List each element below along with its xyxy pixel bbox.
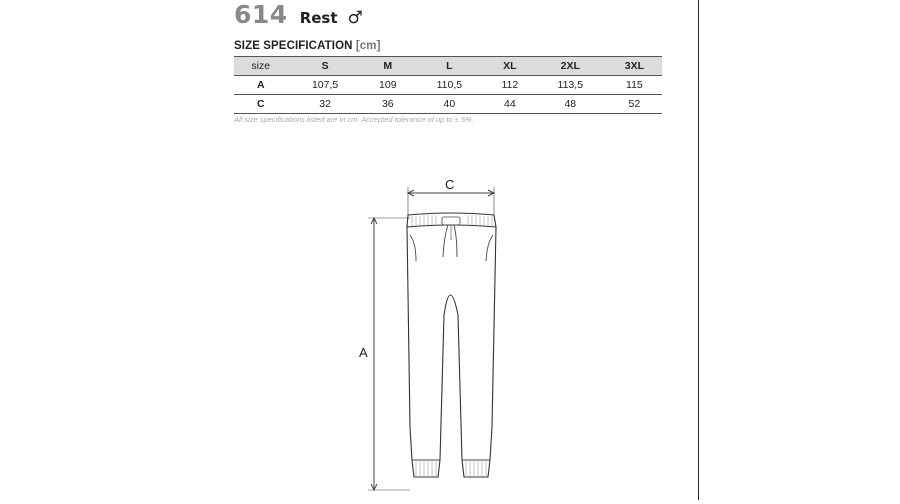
column-header-m: M: [383, 60, 393, 72]
pocket-right: [486, 235, 493, 261]
product-header: [234, 0, 363, 34]
row-label: C: [256, 98, 265, 110]
pants-diagram: [330, 165, 570, 500]
table-cell: 112: [501, 79, 519, 91]
table-cell: 44: [503, 98, 516, 110]
table-cell: 109: [379, 79, 397, 91]
row-label: A: [256, 79, 265, 91]
table-row: [234, 95, 662, 114]
table-cell: 40: [443, 98, 456, 110]
pocket-left: [410, 235, 416, 261]
drawstring-right: [454, 225, 457, 257]
table-cell: 36: [381, 98, 394, 110]
pants-icon: [330, 165, 570, 500]
size-table-header-row: [234, 57, 662, 76]
table-cell: 32: [319, 98, 331, 110]
male-icon: ♂: [347, 8, 363, 28]
column-header-3xl: 3XL: [624, 60, 645, 72]
column-header-xl: XL: [503, 60, 517, 72]
size-specification-title: [234, 40, 381, 52]
pants-outline: [407, 227, 496, 477]
table-cell: 52: [628, 98, 641, 110]
column-header-2xl: 2XL: [560, 60, 580, 72]
length-label: A: [359, 345, 368, 360]
spec-title-text: SIZE SPECIFICATION: [234, 40, 353, 52]
product-name: Rest: [299, 9, 338, 27]
table-cell: 113,5: [557, 79, 584, 91]
spec-unit: [cm]: [355, 40, 381, 52]
right-border-line: [698, 0, 699, 500]
table-row: [234, 76, 662, 95]
table-cell: 48: [564, 98, 577, 110]
size-table: [234, 56, 662, 114]
column-header-s: S: [321, 60, 329, 72]
product-code: 614: [234, 0, 288, 29]
table-cell: 115: [626, 79, 643, 91]
table-cell: 110,5: [436, 79, 463, 91]
table-cell: 107,5: [311, 79, 339, 91]
width-label: C: [445, 177, 455, 192]
column-header-l: L: [446, 60, 453, 72]
column-header-size: size: [251, 60, 271, 72]
tolerance-note: All size specifications listed are in cm. Accepted tolerance of up to ± 5%.: [234, 115, 474, 124]
drawstring-left: [443, 225, 448, 257]
